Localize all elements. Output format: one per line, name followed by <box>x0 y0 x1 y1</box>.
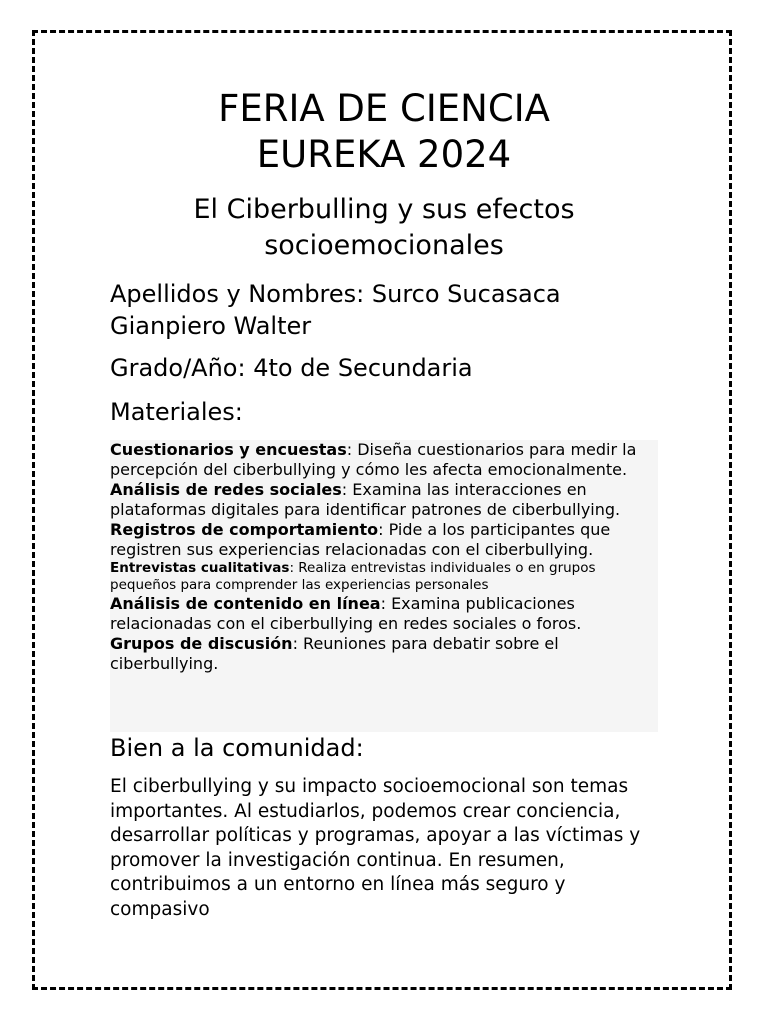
material-description: : Pide a los participantes que registren sus experiencias relacionadas con el ciberbullying. <box>110 520 611 559</box>
materials-list <box>110 440 658 732</box>
document-title <box>0 86 768 178</box>
material-description: : Reuniones para debatir sobre el ciberbullying. <box>110 634 559 673</box>
material-item <box>110 594 658 634</box>
material-term: Entrevistas cualitativas <box>110 560 290 576</box>
material-item <box>110 634 658 674</box>
title-line-1: FERIA DE CIENCIA <box>218 87 550 130</box>
material-term: Cuestionarios y encuestas <box>110 440 347 459</box>
student-name: Apellidos y Nombres: Surco Sucasaca Gianpiero Walter <box>110 280 561 340</box>
material-description: : Diseña cuestionarios para medir la percepción del ciberbullying y cómo les afecta emocionalmente. <box>110 440 637 479</box>
student-grade: Grado/Año: 4to de Secundaria <box>110 354 473 382</box>
material-item <box>110 480 658 520</box>
subtitle-line-2: socioemocionales <box>264 230 504 261</box>
material-term: Análisis de redes sociales <box>110 480 342 499</box>
material-term: Grupos de discusión <box>110 634 293 653</box>
community-text: El ciberbullying y su impacto socioemocional son temas importantes. Al estudiarlos, podemos crear conciencia, desarrollar políticas y programas, apoyar a las víctimas y promover la investigación continua. En resumen, contribuimos a un entorno en línea más seguro y compasivo <box>110 776 641 920</box>
material-term: Registros de comportamiento <box>110 520 379 539</box>
material-item <box>110 440 658 480</box>
material-item <box>110 520 658 560</box>
material-item <box>110 560 658 594</box>
material-description: : Examina las interacciones en plataformas digitales para identificar patrones de ciberbullying. <box>110 480 621 519</box>
community-heading: Bien a la comunidad: <box>110 734 364 762</box>
title-line-2: EUREKA 2024 <box>256 133 512 176</box>
material-description: : Examina publicaciones relacionadas con el ciberbullying en redes sociales o foros. <box>110 594 582 633</box>
materials-heading: Materiales: <box>110 398 243 426</box>
document-subtitle <box>0 192 768 264</box>
material-description: : Realiza entrevistas individuales o en grupos pequeños para comprender las experiencias personales <box>110 560 596 593</box>
material-term: Análisis de contenido en línea <box>110 594 381 613</box>
subtitle-line-1: El Ciberbulling y sus efectos <box>193 194 575 225</box>
